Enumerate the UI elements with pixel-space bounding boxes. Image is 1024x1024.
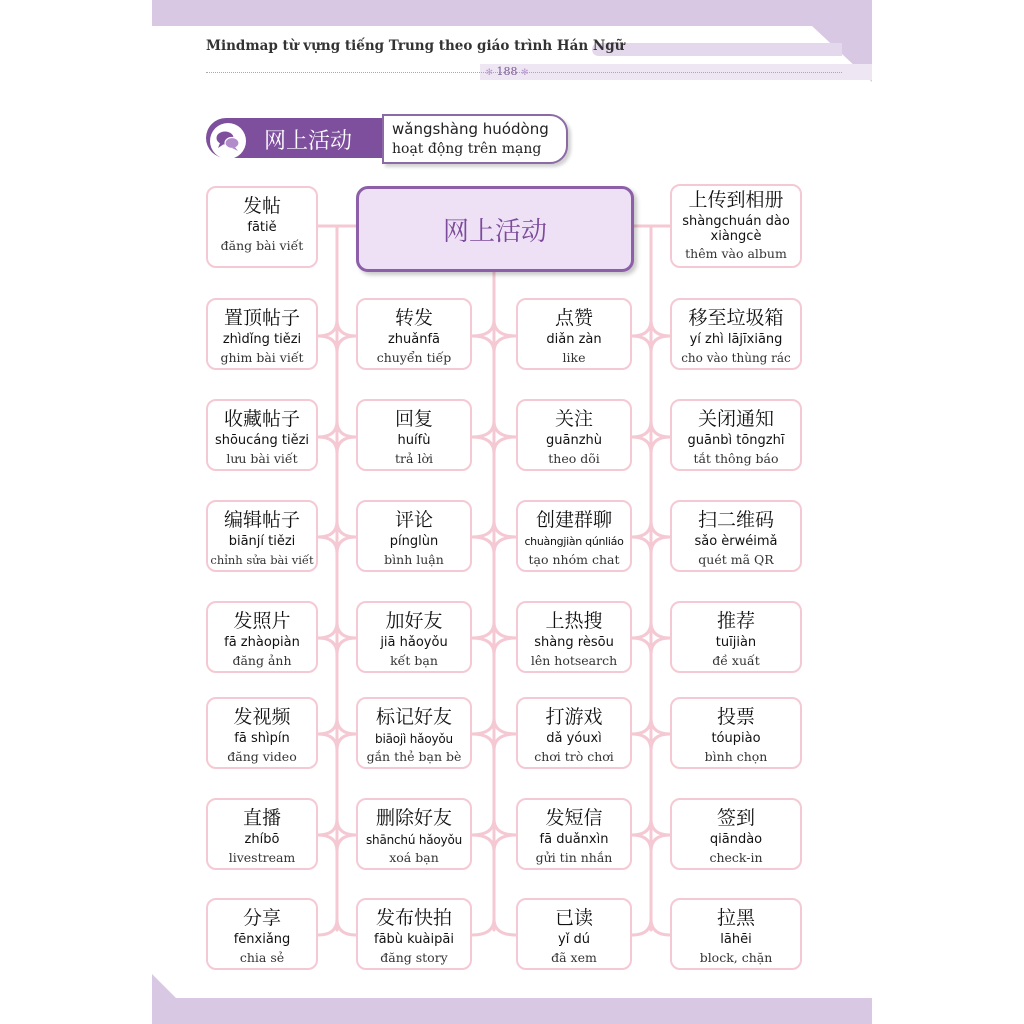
vocab-chinese: 直播 [242,807,281,829]
vocab-chinese: 创建群聊 [535,509,612,531]
vocab-vietnamese: đăng bài viết [220,238,304,253]
vocab-chinese: 签到 [716,807,755,829]
vocab-pinyin: fā shìpín [234,731,290,746]
vocab-card [356,399,472,471]
vocab-pinyin: shàng rèsōu [534,635,614,650]
vocab-vietnamese: trả lời [395,451,433,466]
vocab-chinese: 收藏帖子 [223,408,300,430]
vocab-vietnamese: đã xem [551,950,597,965]
vocab-vietnamese: bình chọn [704,749,768,764]
vocab-chinese: 加好友 [385,610,443,632]
vocab-card [516,601,632,673]
vocab-card [670,898,802,970]
topic-pinyin: wǎngshàng huódòng [392,120,549,138]
vocab-chinese: 发帖 [242,195,281,217]
vocab-vietnamese: ghim bài viết [220,350,304,365]
vocab-card [356,601,472,673]
vocab-card [356,298,472,370]
vocab-vietnamese: chỉnh sửa bài viết [210,553,314,567]
vocab-chinese: 关闭通知 [697,408,774,430]
vocab-chinese: 回复 [394,408,433,430]
central-topic-node [356,186,634,272]
vocab-vietnamese: lên hotsearch [530,653,618,668]
vocab-vietnamese: kết bạn [390,653,438,668]
page-number: ✻ 188 ✻ [485,65,529,78]
vocab-card [670,184,802,268]
vocab-card [516,798,632,870]
vocab-pinyin: sǎo èrwéimǎ [694,534,778,549]
vocab-pinyin: fābù kuàipāi [374,932,454,947]
vocab-chinese: 置顶帖子 [223,307,300,329]
vocab-vietnamese: đăng ảnh [232,653,292,668]
vocab-pinyin: yǐ dú [558,932,590,947]
vocab-vietnamese: block, chặn [699,950,773,965]
vocab-chinese: 删除好友 [375,807,452,829]
vocab-card [356,500,472,572]
vocab-pinyin: shānchú hǎoyǒu [366,833,462,847]
vocab-vietnamese: tạo nhóm chat [528,552,620,567]
vocab-chinese: 扫二维码 [697,509,774,531]
vocab-vietnamese: chơi trò chơi [534,749,614,764]
vocab-vietnamese: theo dõi [548,451,600,466]
vocab-chinese: 移至垃圾箱 [688,307,784,329]
vocab-pinyin: pínglùn [389,534,439,549]
vocab-pinyin: fēnxiǎng [233,932,291,947]
vocab-pinyin: fā zhàopiàn [224,635,300,650]
vocab-pinyin: lāhēi [720,932,752,947]
vocab-chinese: 评论 [394,509,433,531]
vocab-card [516,298,632,370]
vocab-pinyin: qiāndào [709,832,763,847]
vocab-chinese: 拉黑 [716,907,755,929]
vocab-card [206,601,318,673]
vocab-card [516,898,632,970]
vocab-vietnamese: like [562,350,586,365]
vocab-card [356,898,472,970]
vocab-card [516,500,632,572]
vocab-chinese: 已读 [554,907,593,929]
vocab-pinyin: guānbì tōngzhī [687,433,785,448]
vocab-vietnamese: xoá bạn [389,850,439,865]
vocab-pinyin: yí zhì lājīxiāng [689,332,783,347]
vocab-chinese: 推荐 [716,610,755,632]
vocab-card [516,697,632,769]
vocab-pinyin: biāojì hǎoyǒu [375,732,453,746]
vocab-card [206,186,318,268]
vocab-pinyin: biānjí tiězi [228,534,296,549]
vocab-pinyin: tuījiàn [715,635,757,650]
topic-vietnamese: hoạt động trên mạng [392,141,542,157]
vocab-chinese: 转发 [394,307,433,329]
vocab-chinese: 点赞 [554,307,593,329]
vocab-chinese: 上热搜 [545,610,603,632]
vocab-vietnamese: cho vào thùng rác [681,351,791,365]
vocab-card [206,500,318,572]
vocab-card [670,500,802,572]
vocab-vietnamese: bình luận [384,552,444,567]
vocab-card [516,399,632,471]
vocab-chinese: 发照片 [233,610,291,632]
vocab-pinyin: diǎn zàn [546,332,602,347]
vocab-vietnamese: đăng video [227,749,297,764]
vocab-chinese: 投票 [716,706,755,728]
vocab-chinese: 编辑帖子 [223,509,300,531]
vocab-card [206,798,318,870]
vocab-pinyin: tóupiào [711,731,761,746]
vocab-pinyin: zhíbō [244,832,280,847]
vocab-pinyin: shōucáng tiězi [214,433,310,448]
vocab-vietnamese: tắt thông báo [693,451,779,466]
vocab-pinyin: fātiě [247,220,277,235]
vocab-chinese: 发布快拍 [375,907,452,929]
vocab-pinyin: shàngchuán dào xiàngcè [682,214,790,244]
vocab-pinyin: dǎ yóuxì [546,731,602,746]
vocab-card [670,601,802,673]
vocab-vietnamese: gắn thẻ bạn bè [366,749,462,764]
vocab-pinyin: guānzhù [546,433,602,448]
topic-chinese: 网上活动 [264,129,353,154]
vocab-pinyin: zhìdǐng tiězi [222,332,302,347]
vocab-chinese: 标记好友 [375,706,452,728]
vocab-card [206,399,318,471]
vocab-chinese: 打游戏 [545,706,603,728]
vocab-card [670,399,802,471]
vocab-chinese: 上传到相册 [688,189,784,211]
vocab-card [670,298,802,370]
vocab-chinese: 发短信 [545,807,603,829]
vocab-pinyin: jiā hǎoyǒu [380,635,448,650]
vocab-vietnamese: thêm vào album [685,246,787,261]
vocab-vietnamese: gửi tin nhắn [535,850,613,865]
vocab-pinyin: zhuǎnfā [387,332,441,347]
vocab-vietnamese: đề xuất [712,653,760,668]
vocab-vietnamese: chia sẻ [239,950,285,965]
vocab-chinese: 关注 [554,408,593,430]
page-number-value: 188 [496,65,518,78]
vocab-pinyin: chuàngjiàn qúnliáo [524,535,624,548]
vocab-card [356,798,472,870]
vocab-vietnamese: quét mã QR [698,552,774,567]
vocab-card [206,298,318,370]
vocab-pinyin: fā duǎnxìn [539,832,609,847]
vocab-chinese: 分享 [242,907,281,929]
vocab-card [670,798,802,870]
vocab-card [206,697,318,769]
vocab-vietnamese: đăng story [380,950,448,965]
vocab-chinese: 发视频 [233,706,291,728]
vocab-vietnamese: chuyển tiếp [376,350,452,365]
vocab-card [206,898,318,970]
book-title: Mindmap từ vựng tiếng Trung theo giáo trình Hán Ngữ [206,38,625,54]
central-topic-label: 网上活动 [442,217,547,247]
vocab-vietnamese: check-in [709,850,763,865]
vocab-pinyin: huífù [397,433,431,448]
vocab-vietnamese: livestream [228,850,296,865]
vocab-card [670,697,802,769]
vocab-card [356,697,472,769]
vocab-vietnamese: lưu bài viết [226,451,298,466]
